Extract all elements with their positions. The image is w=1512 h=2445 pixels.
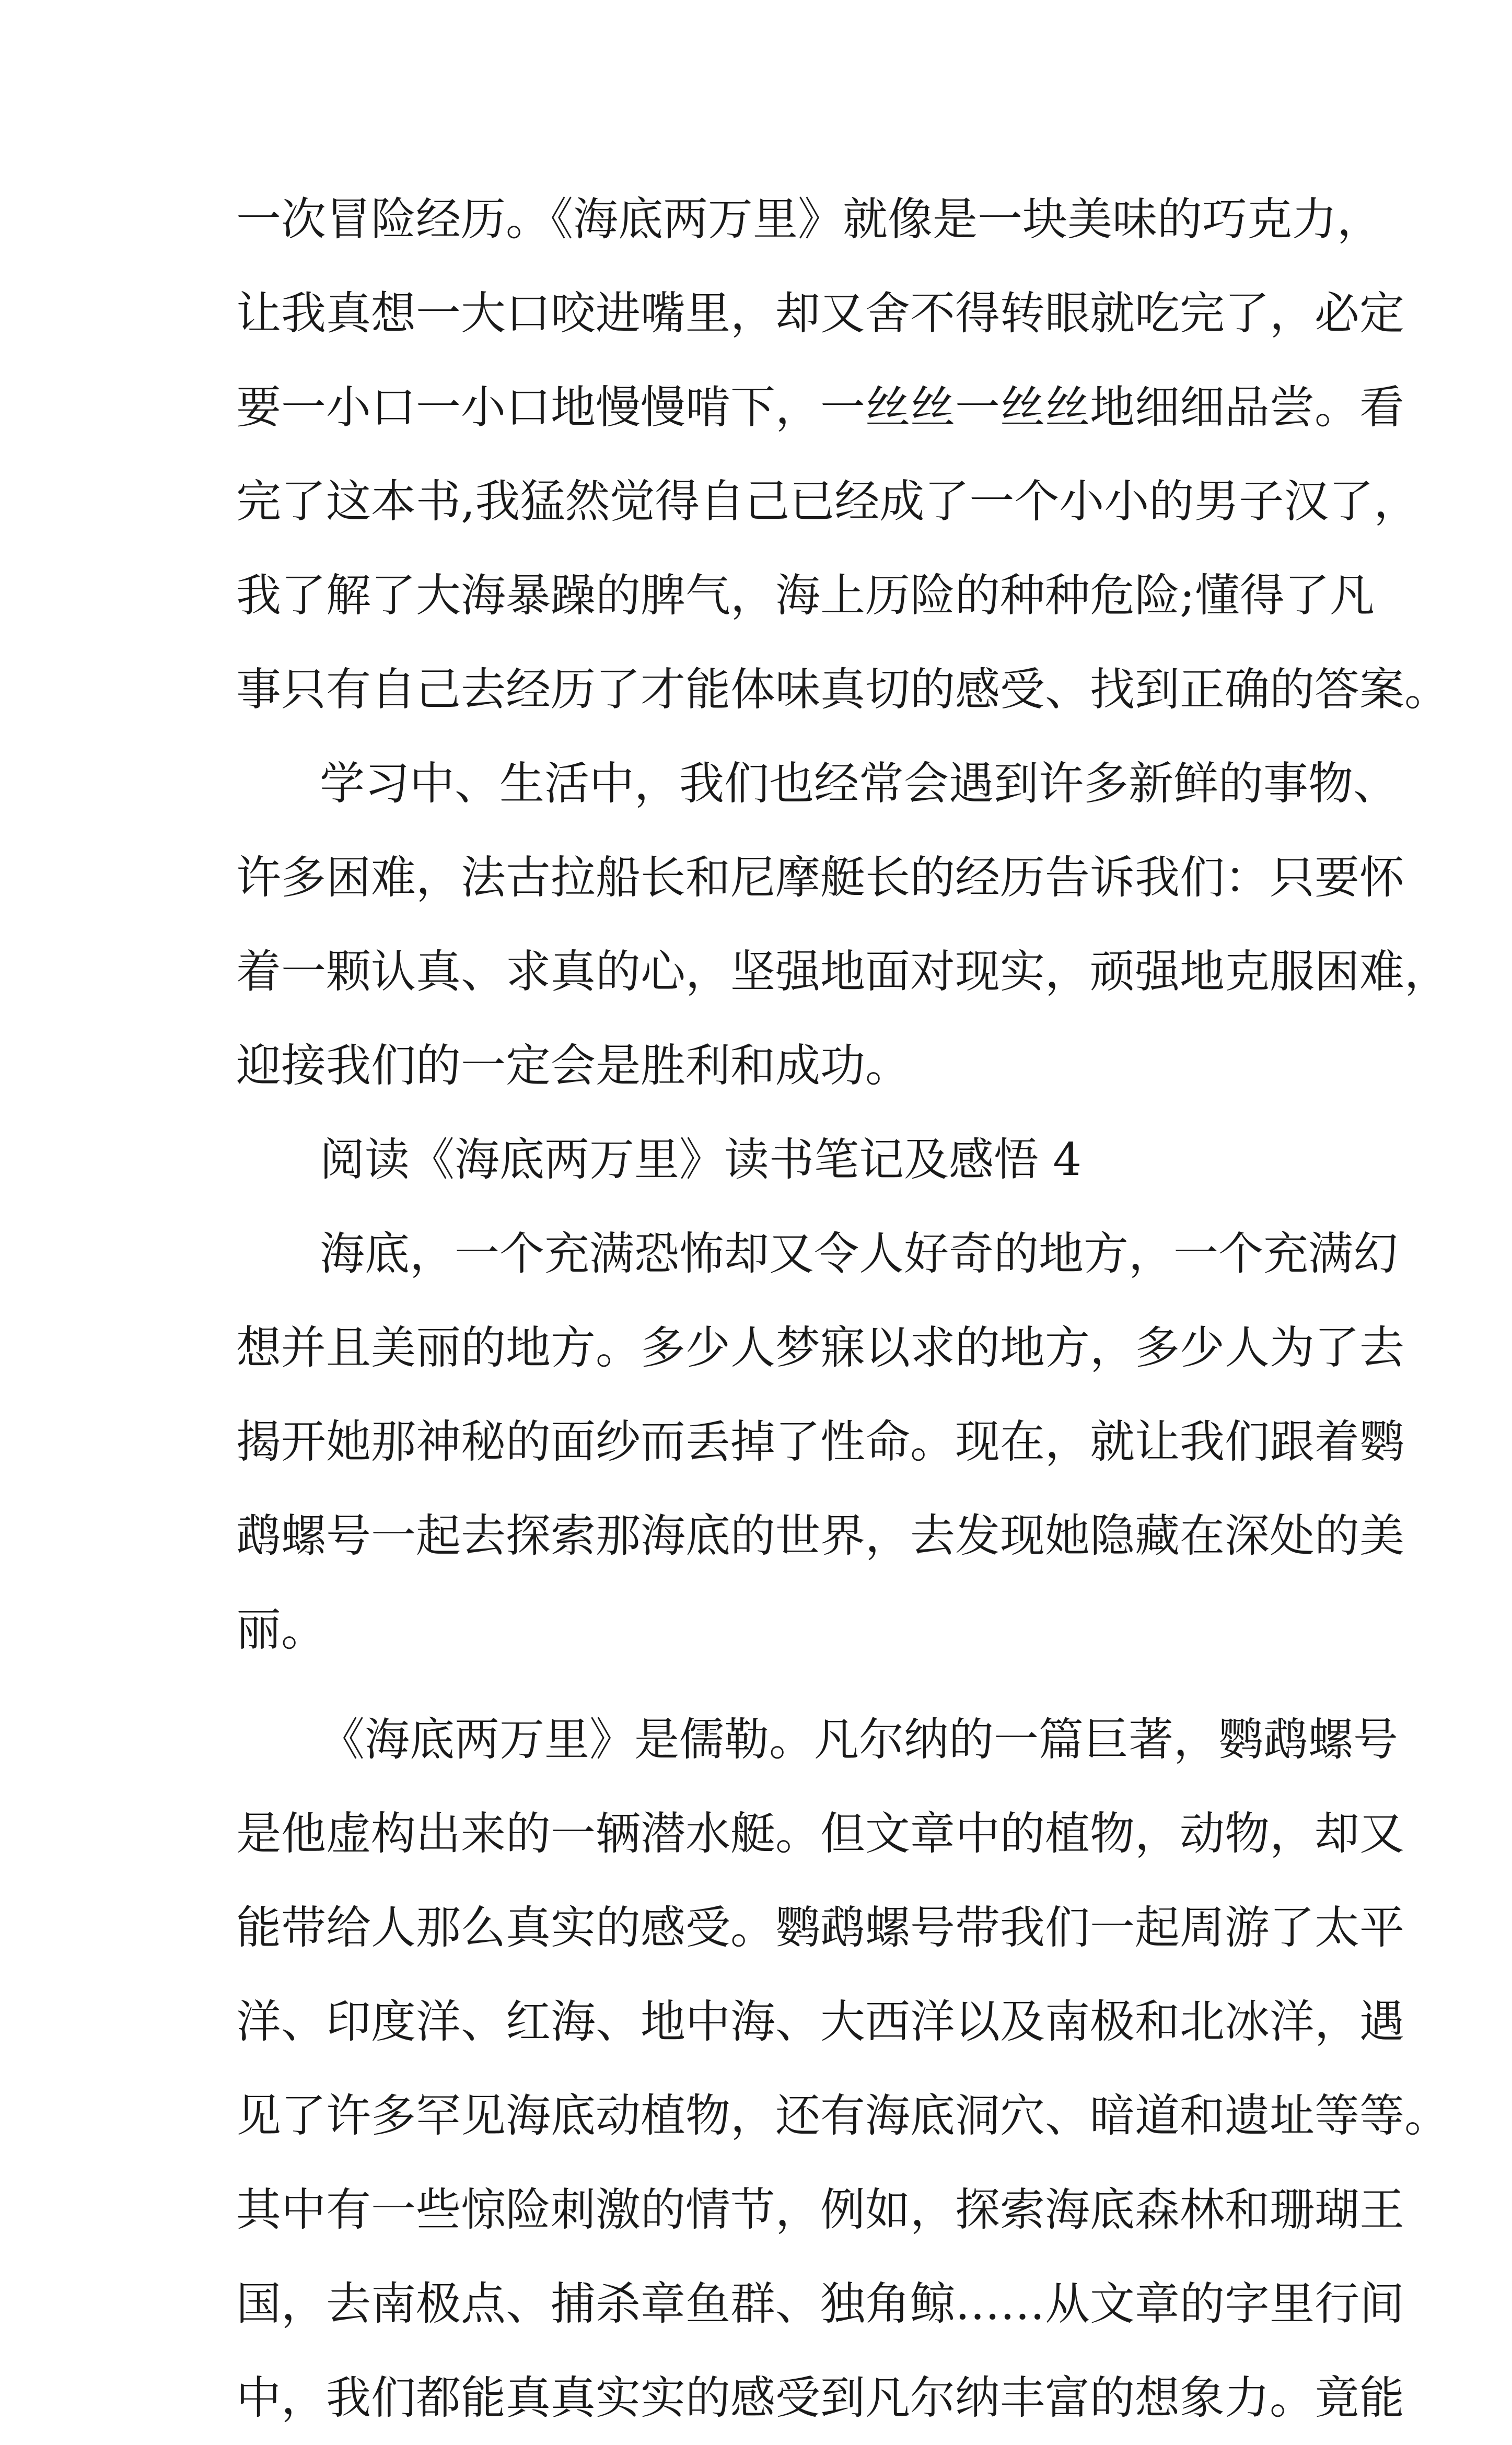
text-line: 其中有一些惊险刺激的情节，例如，探索海底森林和珊瑚王 [236,2184,1404,2236]
text-line: 国，去南极点、捕杀章鱼群、独角鲸……从文章的字里行间 [236,2278,1404,2330]
paragraph-first-line: 《海底两万里》是儒勒。凡尔纳的一篇巨著，鹦鹉螺号 [320,1714,1398,1766]
text-line: 事只有自己去经历了才能体味真切的感受、找到正确的答案。 [236,663,1449,716]
text-line: 洋、印度洋、红海、地中海、大西洋以及南极和北冰洋，遇 [236,1996,1404,2048]
paragraph-first-line: 海底，一个充满恐怖却又令人好奇的地方，一个充满幻 [320,1228,1398,1280]
text-line: 一次冒险经历。《海底两万里》就像是一块美味的巧克力， [236,193,1382,246]
text-line: 迎接我们的一定会是胜利和成功。 [236,1040,910,1092]
text-line: 是他虚构出来的一辆潜水艇。但文章中的植物，动物，却又 [236,1808,1404,1860]
text-line: 中，我们都能真真实实的感受到凡尔纳丰富的想象力。竟能 [236,2372,1404,2424]
text-line: 见了许多罕见海底动植物，还有海底洞穴、暗道和遗址等等。 [236,2090,1449,2142]
text-line: 要一小口一小口地慢慢啃下，一丝丝一丝丝地细细品尝。看 [236,381,1404,434]
text-line: 丽。 [236,1604,326,1656]
text-line: 着一颗认真、求真的心，坚强地面对现实，顽强地克服困难， [236,946,1449,998]
section-heading: 阅读《海底两万里》读书笔记及感悟 4 [320,1134,1082,1186]
text-line: 揭开她那神秘的面纱而丢掉了性命。现在，就让我们跟着鹦 [236,1416,1404,1468]
text-line: 能带给人那么真实的感受。鹦鹉螺号带我们一起周游了太平 [236,1902,1404,1954]
text-line: 鹉螺号一起去探索那海底的世界，去发现她隐藏在深处的美 [236,1510,1404,1562]
text-line: 完了这本书,我猛然觉得自己已经成了一个小小的男子汉了， [236,475,1419,528]
paragraph-first-line: 学习中、生活中，我们也经常会遇到许多新鲜的事物、 [320,758,1398,810]
text-line: 我了解了大海暴躁的脾气，海上历险的种种危险;懂得了凡 [236,569,1375,622]
text-line: 想并且美丽的地方。多少人梦寐以求的地方，多少人为了去 [236,1322,1404,1374]
text-line: 让我真想一大口咬进嘴里，却又舍不得转眼就吃完了，必定 [236,287,1404,340]
text-line: 许多困难，法古拉船长和尼摩艇长的经历告诉我们：只要怀 [236,852,1404,904]
